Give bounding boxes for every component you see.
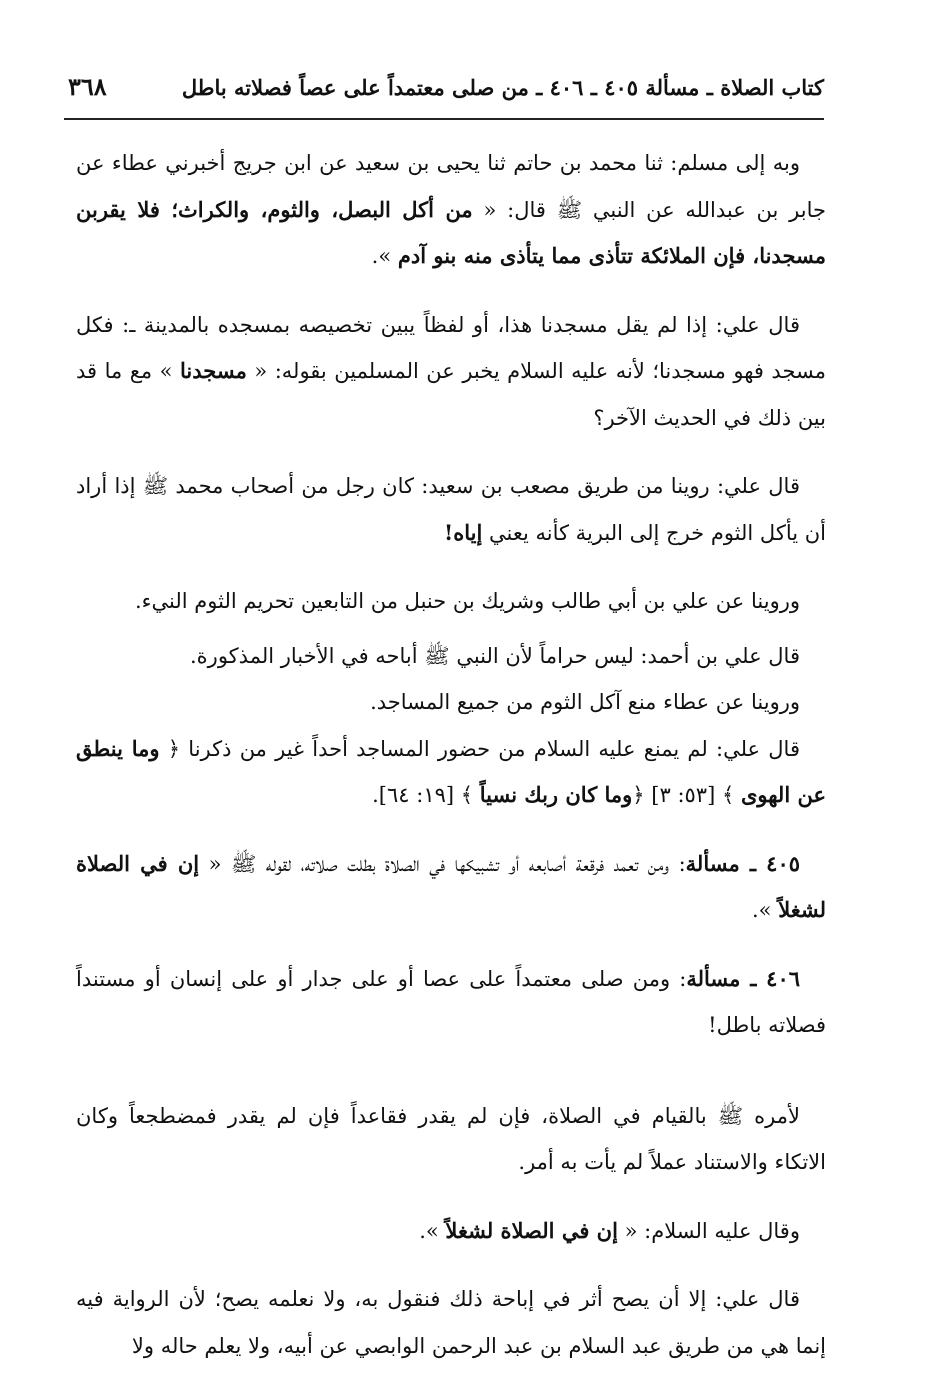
text: : ومن صلى معتمداً على عصا أو على جدار أو على إنسان أو مستنداً فصلاته باطل! — [76, 966, 826, 1037]
paragraph-hadith-shughl — [76, 1208, 826, 1255]
paragraph-ata: وروينا عن عطاء منع آكل الثوم من جميع المساجد. — [370, 690, 800, 714]
text: قال علي: روينا من طريق مصعب بن سعيد: كان رجل من أصحاب محمد ﷺ إذا أراد أن يأكل الثوم خرج إلى البرية كأنه يعني — [76, 474, 826, 545]
paragraph-ali-ibn-abi-talib: وروينا عن علي بن أبي طالب وشريك بن حنبل من التابعين تحريم الثوم النيء. — [134, 589, 800, 613]
text: ﴾ [١٩: ٦٤]. — [372, 783, 474, 807]
emphasis: إياه! — [444, 519, 483, 545]
paragraph-musab — [76, 463, 826, 556]
text: ﴾ [٥٣: ٣] ﴿ — [632, 783, 735, 807]
text: » مع ما قد بين ذلك في الحديث الآخر؟ — [76, 359, 826, 430]
text: ». — [419, 1218, 439, 1243]
paragraph-quran-citation — [76, 726, 826, 819]
hadith-quote: إن في الصلاة لشغلاً — [76, 850, 826, 922]
paragraph-hadith-muslim — [76, 140, 826, 280]
paragraph-commentary — [76, 302, 826, 442]
page-number: ٣٦٨ — [68, 72, 107, 101]
text: قال علي: لم يمنع عليه السلام من حضور المساجد أحداً غير من ذكرنا ﴿ — [167, 736, 800, 761]
paragraph-ali-ibn-ahmad: قال علي بن أحمد: ليس حراماً لأن النبي ﷺ أباحه في الأخبار المذكورة. — [190, 643, 800, 668]
text: ». — [371, 244, 392, 268]
quran-verse: وما كان ربك نسياً — [479, 782, 633, 807]
text: : ومن تعمد فرقعة أصابعه أو تشبيكها في الصلاة بطلت صلاته، لقوله ﷺ « — [208, 851, 686, 876]
masala-number: ٤٠٥ ـ مسألة — [685, 850, 801, 876]
page-header — [68, 72, 824, 101]
header-rule — [64, 118, 824, 120]
running-title: كتاب الصلاة ـ مسألة ٤٠٥ ـ ٤٠٦ ـ من صلى معتمداً على عصاً فصلاته باطل — [181, 75, 824, 100]
hadith-quote: إن في الصلاة لشغلاً — [445, 1217, 618, 1243]
text: وبه إلى مسلم: ثنا محمد بن حاتم ثنا يحيى بن سعيد عن ابن جريج أخبرني عطاء عن جابر بن عبدالله عن النبي ﷺ قال: « — [76, 151, 826, 222]
text: ». — [751, 898, 772, 922]
masala-number: ٤٠٦ ـ مسألة — [686, 965, 801, 991]
quran-verse: وما ينطق عن الهوى — [76, 735, 826, 807]
page-body — [76, 140, 826, 1369]
text: وقال عليه السلام: « — [624, 1218, 800, 1243]
quoted-word: مسجدنا — [180, 358, 247, 383]
masala-405 — [76, 841, 826, 934]
paragraph-isnad-note: قال علي: إلا أن يصح أثر في إباحة ذلك فنقول به، ولا نعلمه يصح؛ لأن الرواية فيه إنما هي من طريق عبد السلام بن عبد الرحمن الوابصي عن أبيه، ولا يعلم حاله ولا — [76, 1287, 826, 1358]
masala-406 — [76, 956, 826, 1049]
hadith-quote: من أكل البصل، والثوم، والكراث؛ فلا يقربن مسجدنا، فإن الملائكة تتأذى مما يتأذى منه بنو آدم — [76, 196, 826, 268]
paragraph-standing-order: لأمره ﷺ بالقيام في الصلاة، فإن لم يقدر فقاعداً فإن لم يقدر فمضطجعاً وكان الاتكاء والاستناد عملاً لم يأت به أمر. — [76, 1103, 826, 1174]
text: قال علي: إذا لم يقل مسجدنا هذا، أو لفظاً يبين تخصيصه بمسجده بالمدينة ـ: فكل مسجد فهو مسجدنا؛ لأنه عليه السلام يخبر عن المسلمين بقوله: « — [76, 312, 826, 383]
